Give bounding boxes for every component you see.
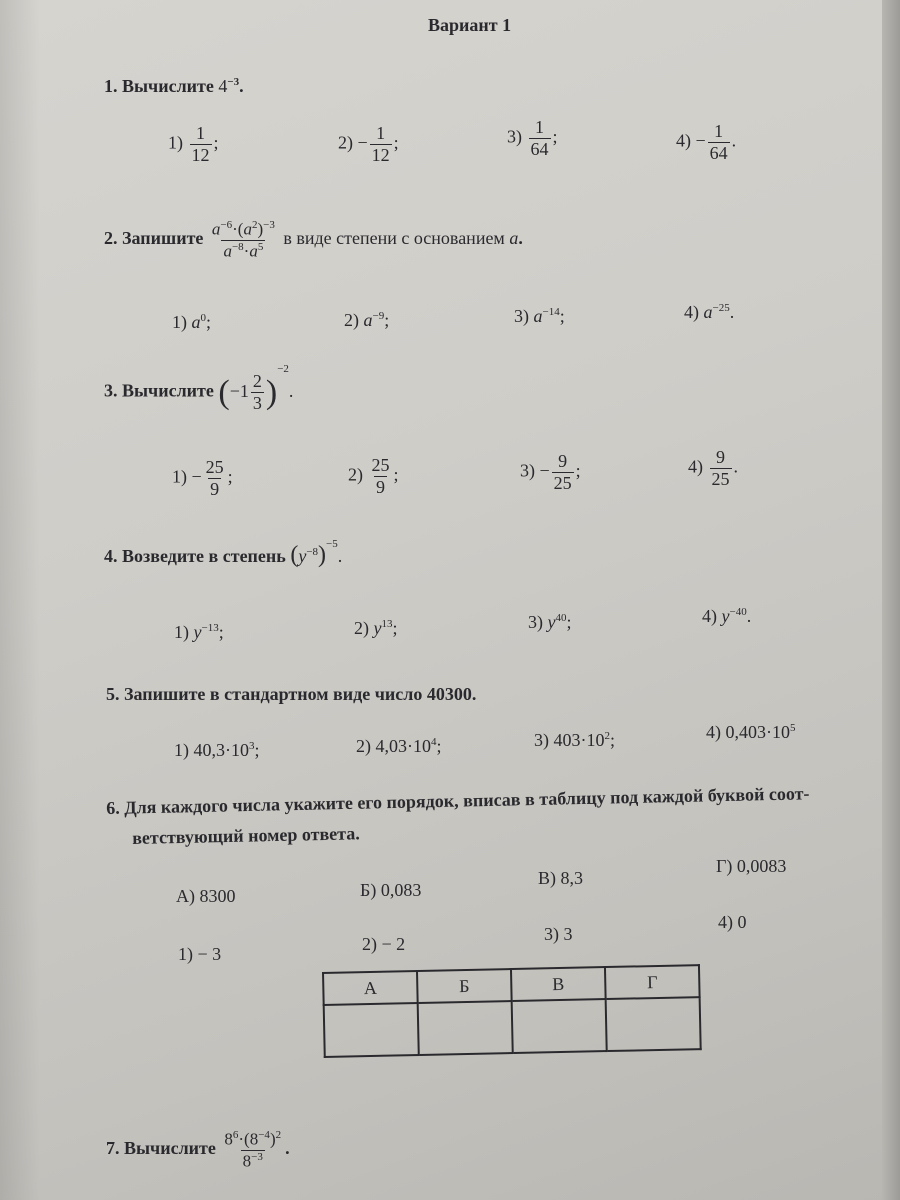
question-6 (106, 783, 810, 819)
q2-numerator: $a^{-6}\cdot(a^2)^{-3}$ (211, 219, 275, 239)
option-number: 3) (528, 612, 543, 632)
question-7 (106, 1130, 290, 1170)
q7-prompt: Вычислите (124, 1138, 216, 1159)
option-end: ; (384, 310, 390, 330)
option-base: a (191, 312, 201, 332)
q3-end: . (288, 380, 294, 401)
q3-whole: −1 (229, 380, 249, 401)
q4-prompt: Возведите в степень (122, 546, 286, 566)
fraction-denominator: 9 (376, 476, 385, 497)
q1-option-2[interactable] (338, 124, 399, 165)
option-end: ; (213, 132, 219, 153)
exp: −3 (251, 1150, 263, 1163)
q1-prompt: Вычислите (122, 76, 214, 96)
q4-end: . (337, 546, 343, 566)
option-exp: 5 (790, 722, 796, 734)
q7-number: 7. (106, 1138, 120, 1159)
option-end: ; (392, 618, 398, 638)
option-number: 4) (688, 456, 703, 477)
var-a: a (249, 241, 258, 261)
page-title: Вариант 1 (428, 15, 512, 35)
option-number: 4) (706, 722, 721, 742)
option-fraction (710, 448, 732, 489)
option-base: y (721, 606, 730, 626)
option-sign: − (191, 466, 202, 487)
q7-end: . (285, 1138, 290, 1159)
option-number: 2) (356, 736, 371, 756)
option-number: 1) (168, 132, 183, 153)
option-number: 4) (684, 302, 699, 322)
exp: 5 (257, 240, 264, 253)
q4-outer-exp: −5 (326, 538, 338, 550)
option-number: 2) (344, 310, 359, 330)
q6-answer-1: 1) − 3 (178, 944, 222, 964)
q2-suffix: в виде степени с основанием (283, 228, 505, 249)
q4-option-2[interactable] (354, 618, 398, 639)
exp: 2 (275, 1129, 282, 1141)
option-exp: −25 (712, 302, 730, 314)
q2-var: a (509, 228, 519, 249)
option-number: 1) (172, 312, 187, 332)
option-number: 4) (702, 606, 717, 626)
answer-table-header-b: Б (417, 969, 512, 1003)
option-exp: −40 (729, 606, 747, 618)
q1-end: . (239, 76, 244, 96)
fraction-denominator: 12 (191, 144, 210, 165)
q2-option-1[interactable] (172, 312, 211, 333)
dot: · (238, 1129, 245, 1149)
q4-option-4[interactable] (702, 606, 751, 627)
q6-item-g: Г) 0,0083 (716, 856, 787, 876)
answer-cell-b[interactable] (418, 1001, 513, 1055)
option-base: y (193, 622, 202, 642)
fraction-numerator: 1 (376, 123, 386, 143)
option-exp: 13 (381, 618, 393, 630)
fraction-numerator: 1 (535, 117, 544, 137)
q3-option-3[interactable] (520, 452, 581, 493)
option-exp: −13 (201, 622, 219, 634)
option-end: ; (206, 312, 212, 332)
fraction-denominator: 25 (553, 472, 572, 493)
option-exp: 0 (200, 312, 206, 324)
q4-option-3[interactable] (528, 612, 572, 633)
page-fold-shadow (0, 0, 40, 1200)
fraction-numerator: 9 (558, 451, 568, 471)
dot: · (232, 219, 238, 239)
option-number: 2) (338, 132, 353, 153)
option-base: y (547, 612, 556, 632)
var-a: a (243, 219, 252, 239)
q4-option-1[interactable] (174, 622, 224, 643)
option-exp: 2 (604, 730, 610, 742)
q6-line-1: Для каждого числа укажите его порядок, вписав в таблицу под каждой буквой соот- (123, 783, 810, 818)
q5-option-3[interactable] (534, 730, 615, 751)
option-base: a (703, 302, 713, 322)
option-sign: − (539, 460, 550, 481)
option-number: 3) (514, 306, 529, 326)
option-fraction (190, 124, 212, 165)
answer-cell-g[interactable] (606, 997, 701, 1051)
option-exp: −14 (542, 306, 560, 318)
option-end: ; (218, 622, 224, 642)
answer-table (322, 964, 702, 1058)
q3-option-4[interactable] (688, 448, 738, 489)
option-number: 3) (534, 730, 549, 750)
q3-prompt: Вычислите (122, 380, 214, 401)
option-number: 2) (354, 618, 369, 638)
exp: −3 (263, 219, 275, 231)
var-a: a (223, 241, 232, 261)
base: 8 (249, 1129, 259, 1149)
q6-answer-4: 4) 0 (718, 912, 747, 932)
option-end: . (746, 606, 752, 626)
q3-fraction (251, 372, 264, 413)
base: 8 (242, 1151, 252, 1171)
exp: 2 (251, 219, 258, 231)
option-end: . (731, 130, 737, 151)
q1-option-1[interactable] (168, 124, 219, 165)
q2-option-2[interactable] (344, 310, 389, 331)
option-fraction (370, 124, 392, 165)
q2-denominator (221, 240, 265, 261)
question-2 (104, 220, 523, 260)
option-mantissa: 0,403·10 (725, 722, 790, 742)
q1-number: 1. (104, 76, 118, 96)
option-number: 4) (676, 130, 691, 151)
exp: −6 (220, 219, 233, 231)
exp: −4 (258, 1129, 270, 1141)
option-mantissa: 403·10 (553, 730, 605, 750)
q4-inner-exp: −8 (306, 546, 319, 558)
q3-option-2[interactable] (348, 456, 399, 497)
q7-numerator: $8^6\cdot(8^{-4})^2$ (224, 1129, 282, 1149)
option-end: ; (436, 736, 442, 756)
option-number: 1) (172, 466, 187, 487)
fraction-denominator: 3 (252, 392, 262, 413)
option-end: ; (393, 132, 399, 153)
option-end: ; (566, 612, 572, 632)
option-end: . (729, 302, 735, 322)
q2-option-4[interactable] (684, 302, 734, 323)
q5-option-1[interactable] (174, 740, 260, 761)
q6-number: 6. (106, 797, 120, 818)
q6-item-v: В) 8,3 (538, 868, 583, 888)
option-fraction (204, 458, 226, 499)
option-end: . (733, 456, 738, 477)
option-number: 2) (348, 464, 363, 485)
exp: 6 (232, 1129, 239, 1141)
fraction-numerator: 9 (716, 447, 725, 467)
question-1 (104, 76, 244, 97)
dot: · (243, 241, 250, 261)
question-3 (104, 362, 294, 413)
option-end: ; (393, 464, 399, 485)
fraction-denominator: 9 (210, 478, 220, 499)
fraction-numerator: 2 (252, 371, 262, 391)
fraction-denominator: 64 (709, 142, 728, 163)
q2-prompt: Запишите (122, 228, 204, 249)
answer-cell-a[interactable] (324, 1003, 419, 1057)
q5-option-2[interactable] (356, 736, 442, 757)
q6-answer-3: 3) 3 (544, 924, 573, 944)
option-mantissa: 4,03·10 (375, 736, 431, 756)
option-number: 3) (520, 460, 535, 481)
fraction-denominator: 25 (711, 468, 730, 489)
option-fraction (552, 452, 574, 493)
question-4 (104, 538, 343, 569)
page-edge (882, 0, 900, 1200)
option-base: y (373, 618, 382, 638)
fraction-numerator: 1 (714, 121, 724, 141)
q5-option-4[interactable] (706, 722, 796, 743)
option-sign: − (695, 130, 706, 151)
answer-table-header-v: В (511, 967, 606, 1001)
exp: −8 (231, 240, 244, 253)
option-exp: −9 (372, 310, 385, 322)
answer-table-input-row (324, 997, 701, 1057)
q1-option-4[interactable] (676, 122, 736, 163)
q2-end: . (518, 228, 523, 249)
option-base: a (533, 306, 543, 326)
fraction-denominator: 64 (530, 138, 549, 159)
option-number: 1) (174, 622, 189, 642)
option-exp: 4 (431, 736, 437, 748)
option-fraction (370, 456, 392, 497)
answer-cell-v[interactable] (512, 999, 607, 1053)
option-mantissa: 40,3·10 (193, 740, 249, 760)
option-base: a (363, 310, 373, 330)
option-fraction (529, 118, 551, 159)
option-end: ; (559, 306, 565, 326)
q3-expression: (−1 $\frac{2}{3}$ )$^{-2}$. (218, 362, 294, 413)
fraction-numerator: 1 (196, 123, 205, 143)
fraction-numerator: 25 (205, 457, 224, 477)
q4-expression: $(y^{-8})^{-5}$. (290, 538, 343, 568)
var-a: a (211, 219, 221, 239)
q6-answer-2: 2) − 2 (362, 934, 406, 954)
q6-item-b: Б) 0,083 (360, 880, 422, 900)
q3-number: 3. (104, 380, 118, 401)
option-fraction (708, 122, 730, 163)
fraction-denominator: 12 (371, 144, 390, 165)
q5-prompt: Запишите в стандартном виде число 40300. (124, 684, 477, 704)
option-number: 3) (507, 126, 522, 147)
q3-exp: −2 (277, 362, 289, 375)
q1-base: 4 (218, 76, 228, 96)
option-exp: 40 (555, 612, 567, 624)
q4-base: y (298, 546, 307, 566)
q2-number: 2. (104, 228, 118, 249)
q2-expression (210, 220, 277, 260)
q7-denominator (241, 1150, 265, 1171)
fraction-numerator: 25 (371, 455, 390, 475)
option-exp: 3 (249, 740, 255, 752)
base: 8 (224, 1129, 233, 1149)
q5-number: 5. (106, 684, 120, 704)
q2-option-3[interactable] (514, 306, 565, 327)
option-end: ; (552, 126, 558, 147)
option-sign: − (357, 132, 368, 153)
q6-item-a: А) 8300 (176, 886, 236, 906)
q7-expression (222, 1130, 283, 1170)
q4-number: 4. (104, 546, 118, 566)
answer-table-header-a: А (323, 971, 418, 1005)
option-end: ; (254, 740, 260, 760)
q1-exp: −3 (227, 76, 240, 88)
option-number: 1) (174, 740, 189, 760)
option-end: ; (610, 730, 616, 750)
q3-option-1[interactable] (172, 458, 233, 499)
q1-option-3[interactable] (507, 118, 558, 159)
answer-table-header-g: Г (605, 965, 700, 999)
question-5 (106, 684, 476, 705)
option-end: ; (575, 460, 581, 481)
q6-line-2: ветствующий номер ответа. (132, 823, 360, 848)
option-end: ; (227, 466, 233, 487)
